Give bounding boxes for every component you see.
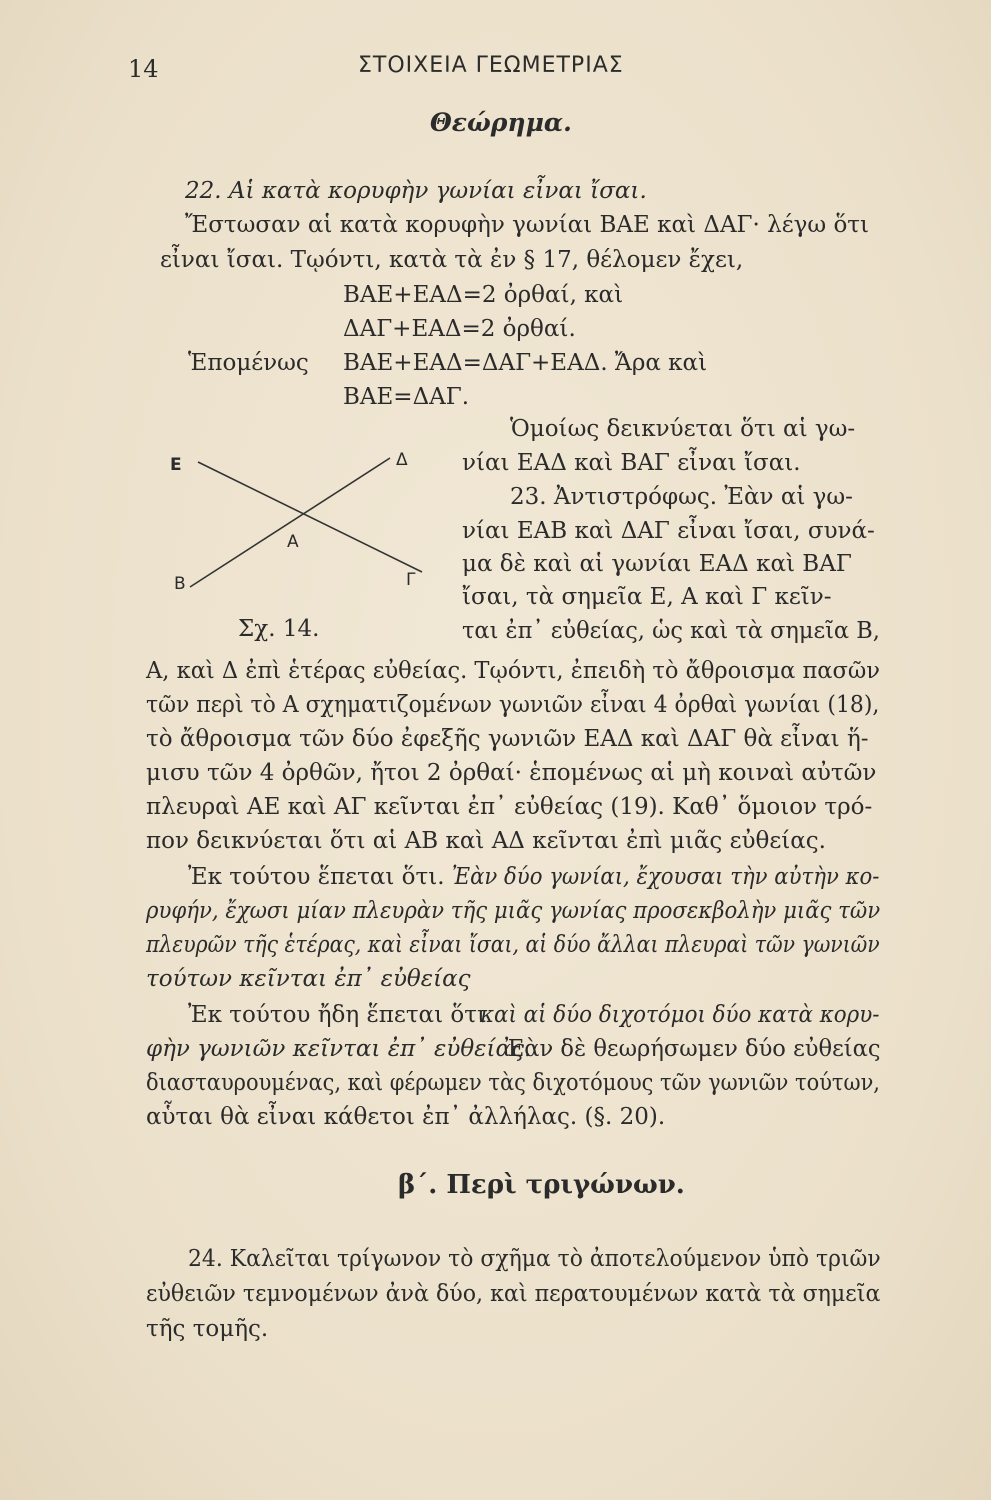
text-line: ἴσαι, τὰ σημεῖα Ε, Α καὶ Γ κεῖν- [462,584,832,610]
text-line: τὸ ἄθροισμα τῶν δύο ἐφεξῆς γωνιῶν ΕΑΔ καὶ ΔΑΓ θὰ εἶναι ἥ- [146,726,869,752]
line-b-d [190,458,390,587]
point-label-b: B [174,574,186,594]
text-line: νίαι ΕΑΒ καὶ ΔΑΓ εἶναι ἴσαι, συνά- [462,518,875,544]
para-24-start: 24. Καλεῖται τρίγωνον τὸ σχῆμα τὸ ἀποτελούμενον ὑπὸ τριῶν [188,1246,881,1272]
text-line: Ἐκ τούτου ἤδη ἕπεται ὅτι [188,1002,486,1028]
text-line: νίαι ΕΑΔ καὶ ΒΑΓ εἶναι ἴσαι. [462,450,801,476]
point-label-d: Δ [396,450,408,470]
text-line: διασταυρουμένας, καὶ φέρωμεν τὰς διχοτόμους τῶν γωνιῶν τούτων, [146,1070,880,1096]
text-line: εὐθειῶν τεμνομένων ἀνὰ δύο, καὶ περατουμένων κατὰ τὰ σημεῖα [146,1281,881,1307]
para-22-title: 22. Αἱ κατὰ κορυφὴν γωνίαι εἶναι ἴσαι. [185,178,647,204]
corollary-italic: πλευρῶν τῆς ἑτέρας, καὶ εἶναι ἴσαι, αἱ δύο ἄλλαι πλευραὶ τῶν γωνιῶν [146,932,880,958]
point-label-e: E [170,455,182,475]
running-head: ΣΤΟΙΧΕΙΑ ΓΕΩΜΕΤΡΙΑΣ [358,53,624,78]
text-line: αὗται θὰ εἶναι κάθετοι ἐπ᾽ ἀλλήλας. (§. 20). [146,1104,666,1130]
point-label-a: A [287,532,299,552]
equation-line: ΒΑΕ+ΕΑΔ=ΔΑΓ+ΕΑΔ. Ἄρα καὶ [343,350,708,376]
text-line: πον δεικνύεται ὅτι αἱ ΑΒ καὶ ΑΔ κεῖνται ἐπὶ μιᾶς εὐθείας. [146,828,826,854]
theorem-heading: Θεώρημα. [430,108,572,137]
text-line: Ὁμοίως δεικνύεται ὅτι αἱ γω- [510,416,856,442]
text-line: εἶναι ἴσαι. Τῳόντι, κατὰ τὰ ἐν § 17, θέλομεν ἔχει, [160,247,744,273]
text-line: τῶν περὶ τὸ Α σχηματιζομένων γωνιῶν εἶναι 4 ὀρθαὶ γωνίαι (18), [146,692,880,718]
text-line: Ἐκ τούτου ἕπεται ὅτι. [188,864,445,890]
corollary-italic: φὴν γωνιῶν κεῖνται ἐπ᾽ εὐθείας. [146,1036,532,1062]
text-line: Ἑπομένως [188,350,309,376]
text-line: μα δὲ καὶ αἱ γωνίαι ΕΑΔ καὶ ΒΑΓ [462,551,852,577]
text-line: τῆς τομῆς. [146,1316,269,1342]
text-line: Ἔστωσαν αἱ κατὰ κορυφὴν γωνίαι ΒΑΕ καὶ ΔΑΓ· λέγω ὅτι [185,212,870,238]
figure-caption: Σχ. 14. [238,616,320,642]
text-line: Α, καὶ Δ ἐπὶ ἑτέρας εὐθείας. Τῳόντι, ἐπειδὴ τὸ ἄθροισμα πασῶν [146,658,880,684]
equation-line: ΒΑΕ=ΔΑΓ. [343,384,470,410]
para-23-start: 23. Ἀντιστρόφως. Ἐὰν αἱ γω- [510,484,853,510]
corollary-italic: ρυφήν, ἔχωσι μίαν πλευρὰν τῆς μιᾶς γωνίας προσεκβολὴν μιᾶς τῶν [146,898,881,924]
corollary-italic: καὶ αἱ δύο διχοτόμοι δύο κατὰ κορυ- [480,1002,880,1028]
text-line: μισυ τῶν 4 ὀρθῶν, ἤτοι 2 ὀρθαί· ἑπομένως αἱ μὴ κοιναὶ αὐτῶν [146,760,877,786]
section-heading: β΄. Περὶ τριγώνων. [398,1170,685,1200]
equation-line: ΔΑΓ+ΕΑΔ=2 ὀρθαί. [343,316,576,342]
text-line: πλευραὶ ΑΕ καὶ ΑΓ κεῖνται ἐπ᾽ εὐθείας (19). Καθ᾽ ὅμοιον τρό- [146,794,873,820]
corollary-italic: Ἐὰν δύο γωνίαι, ἔχουσαι τὴν αὐτὴν κο- [452,864,880,890]
equation-line: ΒΑΕ+ΕΑΔ=2 ὀρθαί, καὶ [343,282,624,308]
text-line: Ἐὰν δὲ θεωρήσωμεν δύο εὐθείας [505,1036,881,1062]
page-number: 14 [128,55,159,83]
point-label-g: Γ [406,570,416,590]
text-line: ται ἐπ᾽ εὐθείας, ὡς καὶ τὰ σημεῖα Β, [462,618,880,644]
line-e-g [198,462,422,572]
corollary-italic: τούτων κεῖνται ἐπ᾽ εὐθείας [146,966,471,992]
